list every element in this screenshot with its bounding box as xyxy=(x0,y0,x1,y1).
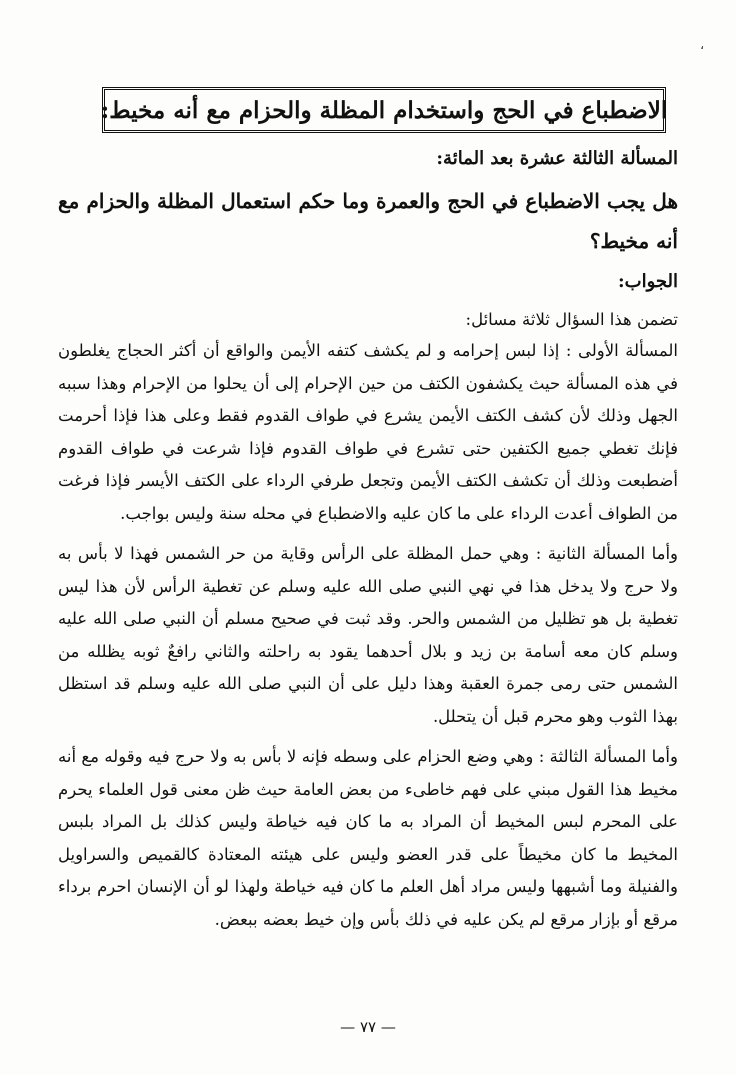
question-text: هل يجب الاضطباع في الحج والعمرة وما حكم استعمال المظلة والحزام مع أنه مخيط؟ xyxy=(58,189,678,253)
chapter-title-box xyxy=(102,87,666,133)
page-content xyxy=(58,145,678,944)
page-number: — ٧٧ — xyxy=(340,1018,396,1036)
issue-heading: المسألة الثالثة عشرة بعد المائة: xyxy=(436,148,678,169)
corner-mark: ، xyxy=(700,38,704,52)
paragraph-first-issue: المسألة الأولى : إذا لبس إحرامه و لم يكشف كتفه الأيمن والواقع أن أكثر الحجاج يغلطون في هذه المسألة حيث يكشفون الكتف من حين الإحرام إلى أن يحلوا من الإحرام وهذا سببه الجهل وذلك لأن كشف الكتف الأيمن يشرع في طواف القدوم فقط وعلى هذا فإذا أحرمت فإنك تغطي جميع الكتفين حتى تشرع في طواف القدوم فإذا شرعت في طواف القدوم أضطبعت وذلك أن تكشف الكتف الأيمن وتجعل طرفي الرداء على الكتف الأيسر فإذا فرغت من الطواف أعدت الرداء على ما كان عليه والاضطباع في محله سنة وليس بواجب. xyxy=(58,341,678,523)
answer-intro: تضمن هذا السؤال ثلاثة مسائل: xyxy=(465,310,678,329)
paragraph-second-issue: وأما المسألة الثانية : وهي حمل المظلة على الرأس وقاية من حر الشمس فهذا لا بأس به ولا حرج ولا يدخل هذا في نهي النبي صلى الله عليه وسلم عن تغطية الرأس لأن هذا ليس تغطية بل هو تظليل من الشمس والحر. وقد ثبت في صحيح مسلم أن النبي صلى الله عليه وسلم كان معه أسامة بن زيد و بلال أحدهما يقود به راحلته والثاني رافعٌ ثوبه يظلله من الشمس حتى رمى جمرة العقبة وهذا دليل على أن النبي صلى الله عليه وسلم قد استظل بهذا الثوب وهو محرم قبل أن يتحلل. xyxy=(58,544,678,726)
paragraph-third-issue: وأما المسألة الثالثة : وهي وضع الحزام على وسطه فإنه لا بأس به ولا حرج فيه وقوله مع أنه مخيط هذا القول مبني على فهم خاطىء من بعض العامة حيث ظن معنى قول العلماء يحرم على المحرم لبس المخيط أن المراد به ما كان فيه خياطة وليس كذلك بل المراد بلبس المخيط ما كان مخيطاً على قدر العضو وليس على هيئته المعتادة كالقميص والسراويل والفنيلة وما أشبهها وليس مراد أهل العلم ما كان فيه خياطة ولهذا لو أن الإنسان احرم برداء مرقع أو بإزار مرقع لم يكن عليه في ذلك بأس وإن خيط بعضه ببعض. xyxy=(58,747,678,929)
answer-label: الجواب: xyxy=(618,271,678,292)
chapter-title: الاضطباع في الحج واستخدام المظلة والحزام مع أنه مخيط: xyxy=(100,96,668,124)
